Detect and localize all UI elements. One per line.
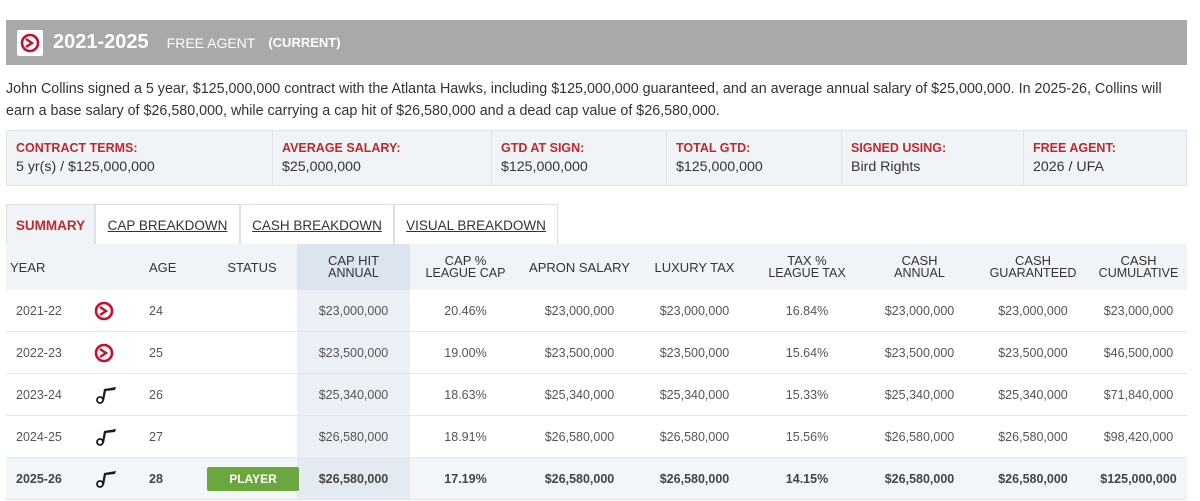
col-tax-pct-line1: TAX %	[787, 253, 827, 268]
table-row	[6, 332, 1187, 374]
contract-terms-bar	[6, 130, 1187, 186]
cell-age: 27	[149, 429, 163, 444]
tab-summary[interactable]: SUMMARY	[6, 204, 95, 245]
table-header-row	[6, 244, 1187, 290]
cell-cap-hit: $23,000,000	[297, 290, 410, 332]
cell-status	[207, 290, 297, 332]
col-year[interactable]: YEAR	[10, 259, 46, 275]
term-value: Bird Rights	[851, 159, 921, 175]
term-gtd-at-sign	[492, 131, 667, 185]
cell-luxury-tax: $23,000,000	[659, 303, 730, 318]
col-cash-guaranteed[interactable]	[976, 244, 1090, 290]
cell-team	[88, 290, 145, 332]
col-cash-cum-line2: CUMULATIVE	[1098, 266, 1179, 280]
term-total-gtd	[667, 131, 842, 185]
term-label: TOTAL GTD:	[676, 141, 751, 155]
cell-cash-guaranteed: $23,500,000	[998, 345, 1068, 360]
current-label: (CURRENT)	[268, 35, 341, 50]
cell-tax-pct: 16.84%	[785, 303, 829, 318]
hawks-logo-icon	[94, 301, 114, 321]
cell-cap-hit: $25,340,000	[297, 374, 410, 416]
cell-age: 28	[145, 458, 207, 500]
contract-years: 2021-2025	[53, 31, 149, 53]
col-cap-hit-line2: ANNUAL	[328, 266, 379, 280]
term-average-salary	[273, 131, 492, 185]
cell-cash-annual: $23,000,000	[884, 303, 955, 318]
cell-tax-pct: 15.56%	[785, 429, 829, 444]
cell-luxury-tax: $25,340,000	[659, 387, 730, 402]
col-cash-annual-line2: ANNUAL	[894, 266, 945, 280]
col-cap-pct-line1: CAP %	[444, 253, 487, 268]
cell-year: 2025-26	[6, 458, 88, 500]
cell-luxury-tax: $26,580,000	[638, 458, 751, 500]
tab-visual-breakdown[interactable]: VISUAL BREAKDOWN	[394, 204, 558, 245]
cell-cap-pct: 17.19%	[410, 458, 521, 500]
cell-status	[207, 416, 297, 458]
term-label: AVERAGE SALARY:	[282, 141, 401, 155]
col-cash-annual[interactable]	[863, 244, 976, 290]
cell-luxury-tax: $23,500,000	[659, 345, 730, 360]
cell-cap-pct: 20.46%	[444, 303, 487, 318]
cell-team	[88, 374, 145, 416]
col-tax-pct-line2: LEAGUE TAX	[768, 266, 846, 280]
cell-tax-pct: 14.15%	[751, 458, 863, 500]
cell-status	[207, 458, 297, 500]
col-cap-pct[interactable]	[410, 244, 521, 290]
col-cap-hit[interactable]	[297, 244, 410, 290]
col-cash-gtd-line2: GUARANTEED	[989, 266, 1077, 280]
cell-cash-annual: $25,340,000	[884, 387, 955, 402]
cell-apron: $23,000,000	[544, 303, 615, 318]
jazz-logo-icon	[94, 428, 118, 446]
cell-cap-pct: 18.63%	[444, 387, 487, 402]
term-contract	[7, 131, 273, 185]
contract-summary: John Collins signed a 5 year, $125,000,000 contract with the Atlanta Hawks, including $125,000,000 guaranteed, and an average annual salary of $25,000,000. In 2025-26, Collins will earn a base salary of $26,580,000, while carrying a cap hit of $26,580,000 and a dead cap value of $26,580,000.	[6, 81, 1162, 119]
breakdown-tabs	[6, 204, 558, 245]
cell-year: 2022-23	[16, 345, 62, 360]
col-age[interactable]: AGE	[149, 259, 177, 275]
table-row	[6, 416, 1187, 458]
term-value: $125,000,000	[676, 159, 763, 175]
player-option-badge: PLAYER	[207, 467, 299, 491]
cell-year: 2024-25	[16, 429, 62, 444]
cell-apron: $26,580,000	[521, 458, 638, 500]
cell-cash-annual: $26,580,000	[884, 429, 955, 444]
cell-year: 2023-24	[16, 387, 62, 402]
cell-cap-hit: $23,500,000	[297, 332, 410, 374]
term-signed-using	[842, 131, 1024, 185]
cell-cash-annual: $26,580,000	[863, 458, 976, 500]
term-label: SIGNED USING:	[851, 141, 947, 155]
col-cap-pct-line2: LEAGUE CAP	[425, 266, 506, 280]
col-apron-salary[interactable]: APRON SALARY	[529, 259, 630, 275]
cell-cash-guaranteed: $23,000,000	[998, 303, 1068, 318]
cell-apron: $25,340,000	[544, 387, 615, 402]
cell-tax-pct: 15.64%	[785, 345, 829, 360]
cell-year: 2021-22	[16, 303, 62, 318]
cell-cash-guaranteed: $26,580,000	[998, 429, 1068, 444]
contract-header	[6, 20, 1187, 65]
cell-cash-cumulative: $46,500,000	[1103, 345, 1174, 360]
cell-team	[88, 458, 145, 500]
cell-apron: $26,580,000	[544, 429, 615, 444]
jazz-logo-icon	[94, 470, 118, 488]
cell-cash-cumulative: $23,000,000	[1103, 303, 1174, 318]
contract-status: FREE AGENT	[166, 34, 256, 51]
col-team	[88, 244, 145, 290]
cell-age: 24	[149, 303, 163, 318]
col-status[interactable]: STATUS	[227, 259, 277, 275]
table-row-current	[6, 458, 1187, 500]
cell-apron: $23,500,000	[544, 345, 615, 360]
col-luxury-tax[interactable]: LUXURY TAX	[654, 259, 735, 275]
tab-cash-breakdown[interactable]: CASH BREAKDOWN	[240, 204, 394, 245]
term-value: $125,000,000	[501, 159, 588, 175]
cell-age: 25	[149, 345, 163, 360]
term-value: 2026 / UFA	[1033, 159, 1104, 175]
col-cash-cum-line1: CASH	[1120, 253, 1157, 268]
cell-cap-hit: $26,580,000	[297, 416, 410, 458]
cell-cash-cumulative: $125,000,000	[1090, 458, 1187, 500]
cell-age: 26	[149, 387, 163, 402]
term-value: $25,000,000	[282, 159, 361, 175]
cell-status	[207, 332, 297, 374]
hawks-logo-icon	[94, 343, 114, 363]
cell-cash-guaranteed: $26,580,000	[976, 458, 1090, 500]
cell-cap-pct: 19.00%	[444, 345, 487, 360]
cell-cap-hit: $26,580,000	[297, 458, 410, 500]
cell-team	[88, 332, 145, 374]
term-free-agent	[1024, 131, 1186, 185]
cell-status	[207, 374, 297, 416]
term-label: GTD AT SIGN:	[501, 141, 585, 155]
cell-team	[88, 416, 145, 458]
cell-cash-guaranteed: $25,340,000	[998, 387, 1068, 402]
cell-luxury-tax: $26,580,000	[659, 429, 730, 444]
term-value: 5 yr(s) / $125,000,000	[16, 159, 155, 175]
table-row	[6, 290, 1187, 332]
cell-cash-annual: $23,500,000	[884, 345, 955, 360]
table-row	[6, 374, 1187, 416]
col-cash-cumulative[interactable]	[1090, 244, 1187, 290]
col-cash-annual-line1: CASH	[901, 253, 938, 268]
cell-cash-cumulative: $98,420,000	[1103, 429, 1174, 444]
hawks-logo-icon	[17, 30, 43, 56]
cell-cash-cumulative: $71,840,000	[1103, 387, 1174, 402]
cell-cap-pct: 18.91%	[444, 429, 487, 444]
cell-tax-pct: 15.33%	[785, 387, 829, 402]
contract-table-wrap	[6, 244, 1187, 500]
col-cap-hit-line1: CAP HIT	[327, 253, 380, 268]
jazz-logo-icon	[94, 386, 118, 404]
contract-table	[6, 244, 1187, 500]
col-tax-pct[interactable]	[751, 244, 863, 290]
term-label: CONTRACT TERMS:	[16, 141, 138, 155]
col-cash-gtd-line1: CASH	[1014, 253, 1052, 268]
tab-cap-breakdown[interactable]: CAP BREAKDOWN	[95, 204, 240, 245]
term-label: FREE AGENT:	[1033, 141, 1116, 155]
